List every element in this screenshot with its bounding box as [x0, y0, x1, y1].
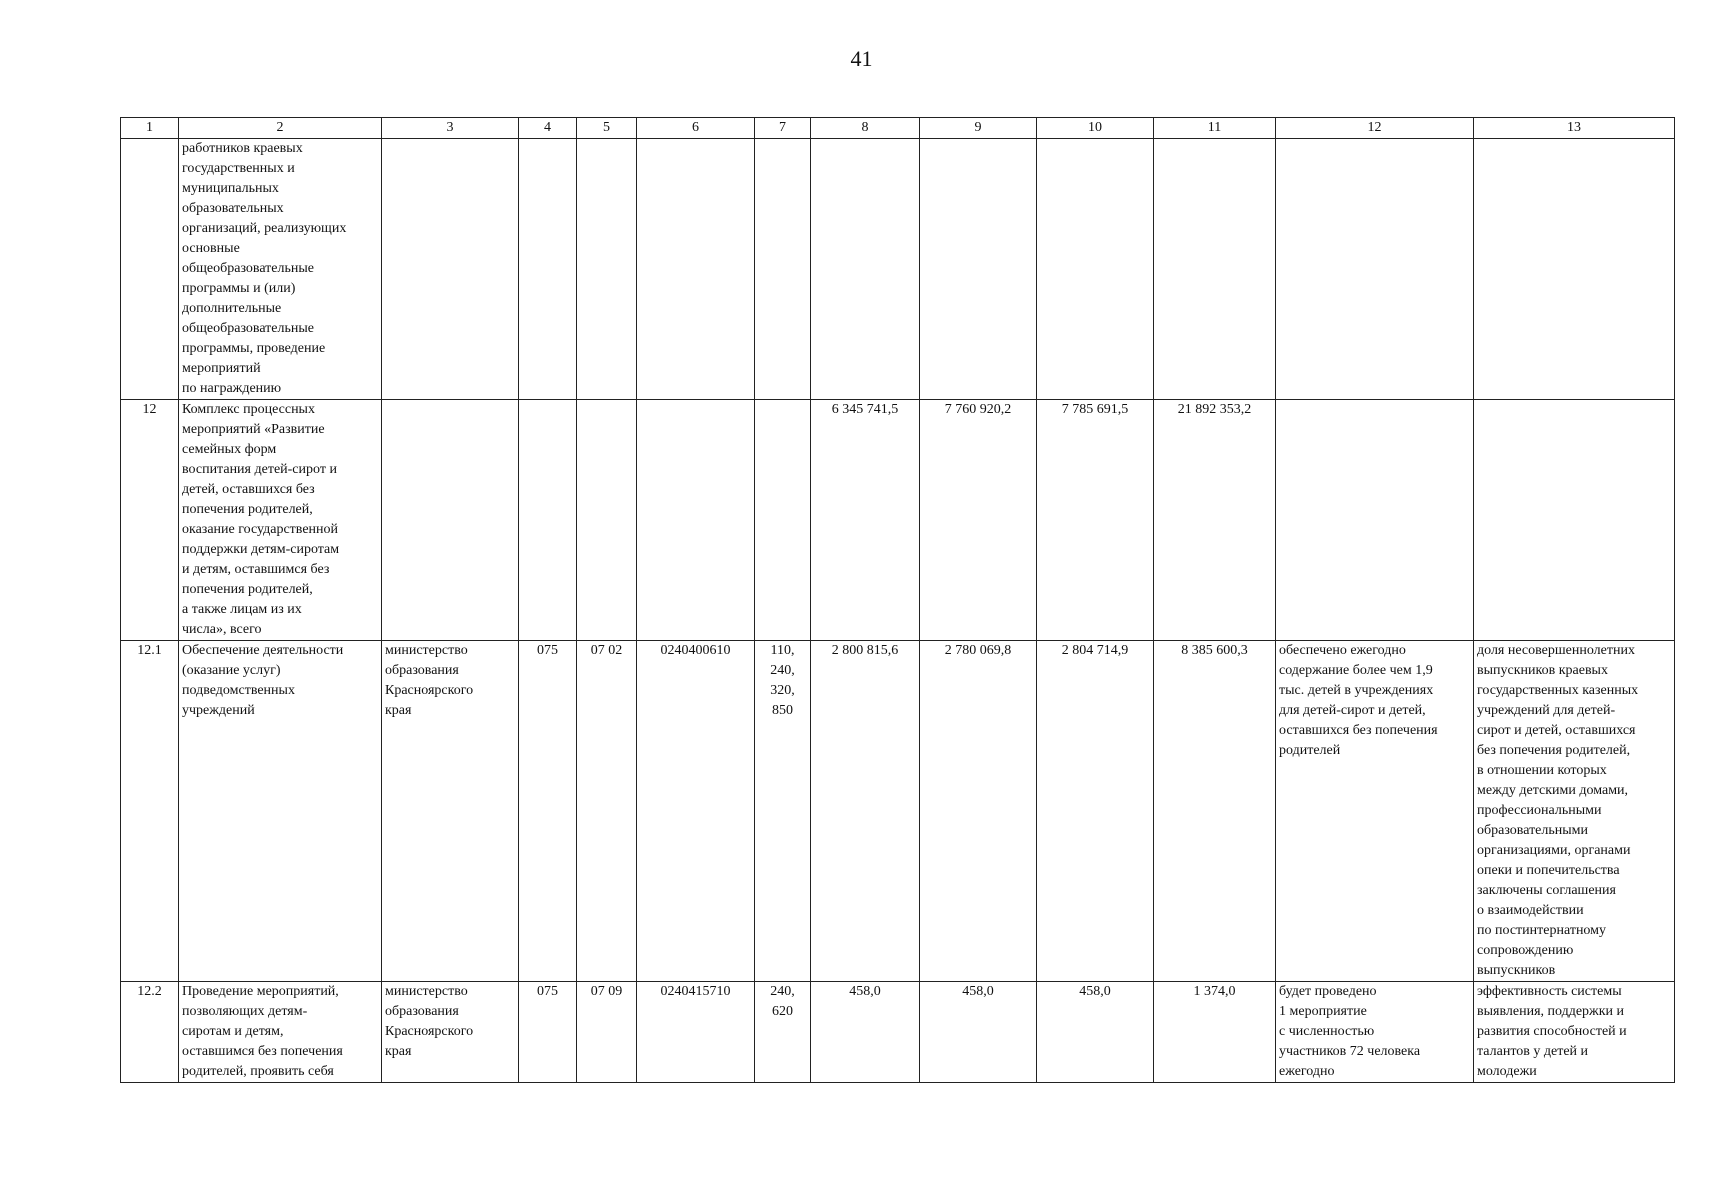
- cell-col8: 6 345 741,5: [811, 400, 920, 641]
- responsible-org: [382, 400, 519, 641]
- col-header-8: 8: [811, 118, 920, 139]
- page-number: 41: [850, 46, 873, 71]
- activity-name: Обеспечение деятельности (оказание услуг) подведомственных учреждений: [179, 641, 382, 982]
- cell-col13: [1474, 139, 1675, 400]
- cell-col13: [1474, 400, 1675, 641]
- col-header-13: 13: [1474, 118, 1675, 139]
- cell-col12: будет проведено 1 мероприятие с численностью участников 72 человека ежегодно: [1276, 982, 1474, 1083]
- cell-col12: обеспечено ежегодно содержание более чем 1,9 тыс. детей в учреждениях для детей-сирот и детей, оставшихся без попечения родителей: [1276, 641, 1474, 982]
- cell-col10: 7 785 691,5: [1037, 400, 1154, 641]
- cell-col8: [811, 139, 920, 400]
- cell-col9: 458,0: [920, 982, 1037, 1083]
- table-row-12-1: [121, 641, 1675, 982]
- responsible-org: министерство образования Красноярского края: [382, 982, 519, 1083]
- cell-col9: [920, 139, 1037, 400]
- col-header-1: 1: [121, 118, 179, 139]
- cell-col7: 240, 620: [755, 982, 811, 1083]
- cell-col11: 8 385 600,3: [1154, 641, 1276, 982]
- row-number: 12.1: [121, 641, 179, 982]
- col-header-2: 2: [179, 118, 382, 139]
- col-header-12: 12: [1276, 118, 1474, 139]
- col-header-10: 10: [1037, 118, 1154, 139]
- row-number: [121, 139, 179, 400]
- cell-col6: 0240400610: [637, 641, 755, 982]
- cell-col9: 7 760 920,2: [920, 400, 1037, 641]
- col-header-11: 11: [1154, 118, 1276, 139]
- responsible-org: [382, 139, 519, 400]
- col-header-5: 5: [577, 118, 637, 139]
- cell-col5: [577, 400, 637, 641]
- cell-col6: 0240415710: [637, 982, 755, 1083]
- table-row-continuation: [121, 139, 1675, 400]
- cell-col13: доля несовершеннолетних выпускников краевых государственных казенных учреждений для детей- сирот и детей, оставшихся без попечения родителей, в отношении которых между детскими домами, профессиональными образовательными организациями, органами опеки и попечительства заключены соглашения о взаимодействии по постинтернатному сопровождению выпускников: [1474, 641, 1675, 982]
- col-header-9: 9: [920, 118, 1037, 139]
- cell-col9: 2 780 069,8: [920, 641, 1037, 982]
- cell-col4: 075: [519, 982, 577, 1083]
- activity-name: Комплекс процессных мероприятий «Развитие семейных форм воспитания детей-сирот и детей, оставшихся без попечения родителей, оказание государственной поддержки детям-сиротам и детям, оставшимся без попечения родителей, а также лицам из их числа», всего: [179, 400, 382, 641]
- row-number: 12.2: [121, 982, 179, 1083]
- cell-col13: эффективность системы выявления, поддержки и развития способностей и талантов у детей и молодежи: [1474, 982, 1675, 1083]
- cell-col12: [1276, 400, 1474, 641]
- cell-col4: [519, 400, 577, 641]
- table-row-12-2: [121, 982, 1675, 1083]
- cell-col8: 2 800 815,6: [811, 641, 920, 982]
- cell-col11: 1 374,0: [1154, 982, 1276, 1083]
- cell-col5: [577, 139, 637, 400]
- cell-col5: 07 09: [577, 982, 637, 1083]
- table-row-12: [121, 400, 1675, 641]
- header-row: [121, 118, 1675, 139]
- cell-col11: [1154, 139, 1276, 400]
- cell-col10: [1037, 139, 1154, 400]
- cell-col8: 458,0: [811, 982, 920, 1083]
- cell-col6: [637, 139, 755, 400]
- cell-col7: [755, 400, 811, 641]
- col-header-6: 6: [637, 118, 755, 139]
- cell-col7: 110, 240, 320, 850: [755, 641, 811, 982]
- col-header-7: 7: [755, 118, 811, 139]
- col-header-3: 3: [382, 118, 519, 139]
- cell-col4: [519, 139, 577, 400]
- cell-col11: 21 892 353,2: [1154, 400, 1276, 641]
- cell-col6: [637, 400, 755, 641]
- col-header-4: 4: [519, 118, 577, 139]
- activity-name: работников краевых государственных и муниципальных образовательных организаций, реализующих основные общеобразовательные программы и (или) дополнительные общеобразовательные программы, проведение мероприятий по награждению: [179, 139, 382, 400]
- program-table: [120, 117, 1675, 1083]
- activity-name: Проведение мероприятий, позволяющих детям- сиротам и детям, оставшимся без попечения родителей, проявить себя: [179, 982, 382, 1083]
- row-number: 12: [121, 400, 179, 641]
- responsible-org: министерство образования Красноярского края: [382, 641, 519, 982]
- cell-col12: [1276, 139, 1474, 400]
- cell-col10: 458,0: [1037, 982, 1154, 1083]
- cell-col10: 2 804 714,9: [1037, 641, 1154, 982]
- cell-col7: [755, 139, 811, 400]
- cell-col4: 075: [519, 641, 577, 982]
- cell-col5: 07 02: [577, 641, 637, 982]
